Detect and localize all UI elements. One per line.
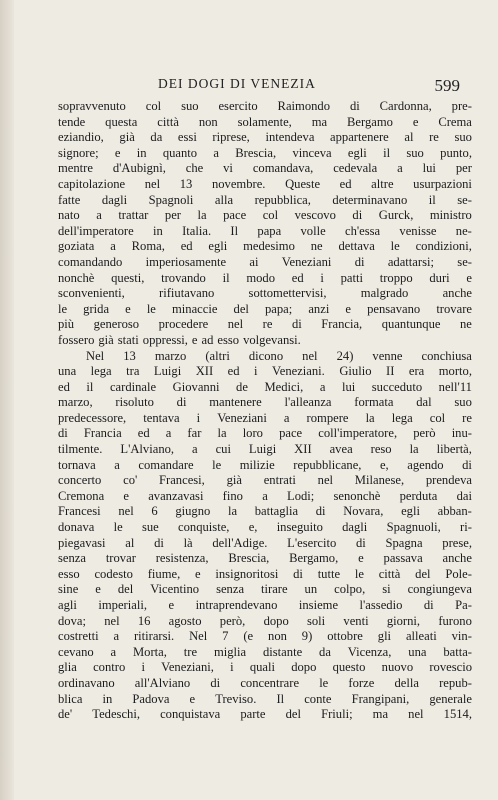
text-line: tilmente. L'Alviano, a cui Luigi XII avea reso la libertà, [58, 442, 472, 457]
text-line: capitolazione nel 13 novembre. Queste ed altre usurpazioni [58, 176, 472, 191]
running-head: DEI DOGI DI VENEZIA [158, 76, 316, 91]
text-line: nato a trattar per la pace col vescovo di Gurck, ministro [58, 208, 472, 223]
text-line: dova; nel 16 agosto però, dopo soli venti giorni, furono [58, 613, 472, 628]
text-line: costretti a ritirarsi. Nel 7 (e non 9) ottobre gli alleati vin- [58, 629, 472, 644]
text-line: le grida e le minaccie del papa; anzi e pensavano trovare [58, 301, 472, 316]
text-line: marzo, risoluto di mantenere l'alleanza formata dal suo [58, 395, 472, 410]
text-line: Cremona e avanzavasi fino a Lodi; senonchè perduta dai [58, 488, 472, 503]
text-line: de' Tedeschi, conquistava parte del Friuli; ma nel 1514, [58, 707, 472, 722]
text-line: esso codesto fiume, e insignoritosi di tutte le città del Pole- [58, 566, 472, 581]
text-line: signore; e in quanto a Brescia, vinceva egli il suo punto, [58, 145, 472, 160]
text-line: sopravvenuto col suo esercito Raimondo di Cardonna, pre- [58, 99, 472, 113]
text-line: glia contro i Veneziani, i quali dopo questo nuovo rovescio [58, 660, 472, 675]
text-line: ordinavano all'Alviano di concentrare le forze della repub- [58, 675, 472, 690]
text-line: piegavasi al di là dell'Adige. L'esercito di Spagna prese, [58, 535, 472, 550]
text-line: di Francia ed a far la loro pace coll'imperatore, però inu- [58, 426, 472, 441]
text-line: senza trovar resistenza, Brescia, Bergamo, e passava anche [58, 551, 472, 566]
text-line: donava le sue conquiste, e, inseguito dagli Spagnuoli, ri- [58, 520, 472, 535]
text-line: dell'imperatore in Italia. Il papa volle ch'essa venisse ne- [58, 223, 472, 238]
text-line: fossero già stati oppressi, e ad esso volgevansi. [58, 332, 301, 347]
text-line: nonchè questi, trovando il modo ed i patti troppo duri e [58, 270, 472, 285]
text-line: Francesi nel 6 giugno la battaglia di Novara, egli abban- [58, 504, 472, 519]
text-line: predecessore, tentava i Veneziani a rompere la lega col re [58, 410, 472, 425]
text-line: comandando imperiosamente ai Veneziani di adattarsi; se- [58, 254, 472, 269]
text-line: concerto co' Francesi, già entrati nel Milanese, prendeva [58, 473, 472, 488]
page-gutter [0, 0, 14, 800]
text-line: agli imperiali, e intraprendevano insieme l'assedio di Pa- [58, 598, 472, 612]
text-line: ed il cardinale Giovanni de Medici, a lui succeduto nell'11 [58, 379, 472, 394]
text-line: Nel 13 marzo (altri dicono nel 24) venne conchiusa [86, 348, 472, 363]
text-line: tende questa città non solamente, ma Bergamo e Crema [58, 114, 472, 129]
text-line: fatte dagli Spagnoli alla repubblica, determinavano il se- [58, 192, 472, 207]
text-line: goziata a Roma, ed egli medesimo ne dettava le condizioni, [58, 239, 472, 254]
text-line: più generoso procedere nel re di Francia, quantunque ne [58, 317, 472, 332]
page-number: 599 [434, 76, 460, 95]
text-body [58, 99, 472, 723]
text-line: blica in Padova e Treviso. Il conte Frangipani, generale [58, 691, 472, 706]
text-line: sine e del Vicentino senza tirare un colpo, si congiungeva [58, 582, 472, 597]
text-line: cevano a Morta, tre miglia distante da Vicenza, una batta- [58, 644, 472, 659]
text-line: tornava a comandare le milizie repubblicane, e, agendo di [58, 457, 472, 472]
text-line: mentre d'Aubignì, che vi comandava, cedevala a lui per [58, 161, 472, 176]
page-header [60, 76, 460, 100]
text-line: eziandio, già da essi riprese, intendeva appartenere al re suo [58, 130, 472, 145]
text-line: una lega tra Luigi XII ed i Veneziani. Giulio II era morto, [58, 364, 472, 379]
text-line: sconvenienti, rifiutavano sottomettervisi, malgrado anche [58, 286, 472, 301]
